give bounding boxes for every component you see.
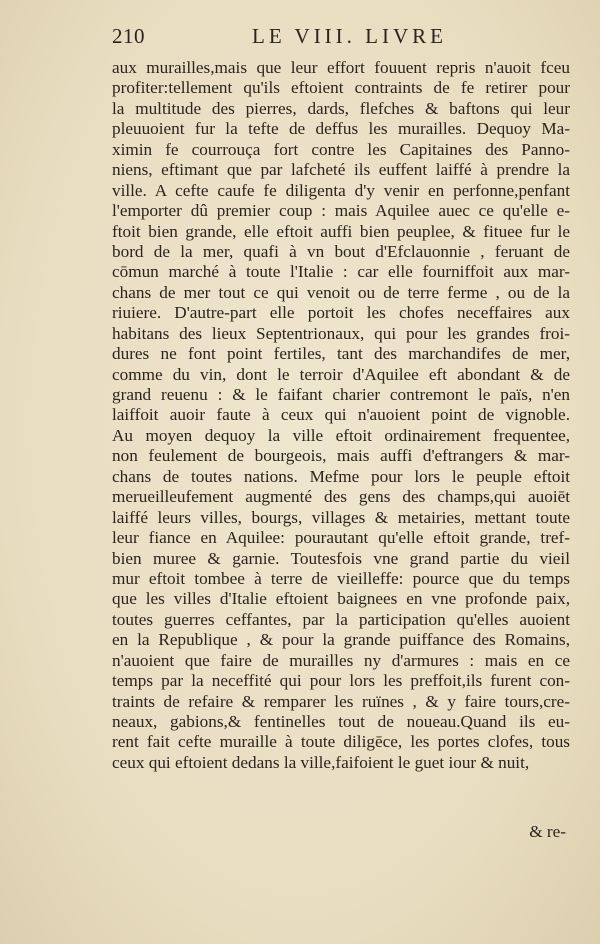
text-line: leur fiance en Aquilee: pourautant qu'elle eftoit grande, tref- <box>112 528 570 548</box>
text-line: aux murailles,mais que leur effort fouuent repris n'auoit fceu <box>112 58 570 77</box>
text-line: chans de toutes nations. Mefme pour lors le peuple eftoit <box>112 466 570 486</box>
text-line: laiffé leurs villes, bourgs, villages & metairies, mettant toute <box>112 507 570 527</box>
text-line: niens, eftimant que par lafcheté ils euffent laiffé à prendre la <box>112 160 570 180</box>
text-line: laiffoit auoir faute à ceux qui n'auoient point de vignoble. <box>112 405 570 425</box>
text-line: toutes guerres ceffantes, par la participation qu'elles auoient <box>112 609 570 629</box>
page-header <box>112 24 572 50</box>
text-line: la multitude des pierres, dards, flefches & baftons qui leur <box>112 98 570 118</box>
text-line: non feulement de bourgeois, mais auffi d'eftrangers & mar- <box>112 446 570 466</box>
text-line: ximin fe courrouça fort contre les Capitaines des Panno- <box>112 139 570 159</box>
text-line: profiter:tellement qu'ils eftoient contraints de fe retirer pour <box>112 78 570 98</box>
text-line: en la Republique , & pour la grande puiffance des Romains, <box>112 630 570 650</box>
page-number: 210 <box>112 24 145 48</box>
text-line: ftoit bien grande, elle eftoit auffi bien peuplee, & fituee fur le <box>112 221 570 241</box>
text-line: n'auoient que faire de murailles ny d'armures : mais en ce <box>112 650 570 670</box>
text-line: comme du vin, dont le terroir d'Aquilee eft abondant & de <box>112 364 570 384</box>
text-line: pleuuoient fur la tefte de deffus les murailles. Dequoy Ma- <box>112 119 570 139</box>
text-line: bord de la mer, quafi à vn bout d'Efclauonnie , feruant de <box>112 241 570 261</box>
catchword: & re- <box>529 822 566 841</box>
running-head: LE VIII. LIVRE <box>252 24 447 48</box>
text-line: que les villes d'Italie eftoient baignees en vne profonde paix, <box>112 589 570 609</box>
text-line: Au moyen dequoy la ville eftoit ordinairement frequentee, <box>112 425 570 445</box>
text-line: neaux, gabions,& fentinelles tout de noueau.Quand ils eu- <box>112 712 570 731</box>
text-line: chans de mer tout ce qui venoit ou de terre ferme , ou de la <box>112 282 570 302</box>
text-line: traints de refaire & remparer les ruïnes , & y faire tours,cre- <box>112 691 570 711</box>
text-line: rent fait cefte muraille à toute diligēce, les portes clofes, tous <box>112 732 570 752</box>
text-line: ceux qui eftoient dedans la ville,faifoient le guet iour & nuit, <box>112 752 530 772</box>
text-line: grand reuenu : & le faifant charier contremont le païs, n'en <box>112 385 570 404</box>
text-line: l'emporter dû premier coup : mais Aquilee auec ce qu'elle e- <box>112 201 570 221</box>
text-line: habitans des lieux Septentrionaux, qui pour les grandes froi- <box>112 323 570 343</box>
text-line: riuiere. D'autre-part elle portoit les chofes neceffaires aux <box>112 303 570 323</box>
text-line: bien muree & garnie. Toutesfois vne grand partie du vieil <box>112 548 570 568</box>
text-line: dures ne font point fertiles, tant des marchandifes de mer, <box>112 344 570 364</box>
text-line: ville. A cefte caufe fe diligenta d'y venir en perfonne,penfant <box>112 180 570 200</box>
body-text <box>112 58 570 773</box>
text-line: mur eftoit tombee à terre de vieilleffe: pource que du temps <box>112 568 570 588</box>
text-line: temps par la neceffité qui pour lors les preffoit,ils furent con- <box>112 671 570 691</box>
text-line: merueilleufement augmenté des gens des champs,qui auoiēt <box>112 487 570 507</box>
text-line: cōmun marché à toute l'Italie : car elle fourniffoit aux mar- <box>112 262 570 282</box>
